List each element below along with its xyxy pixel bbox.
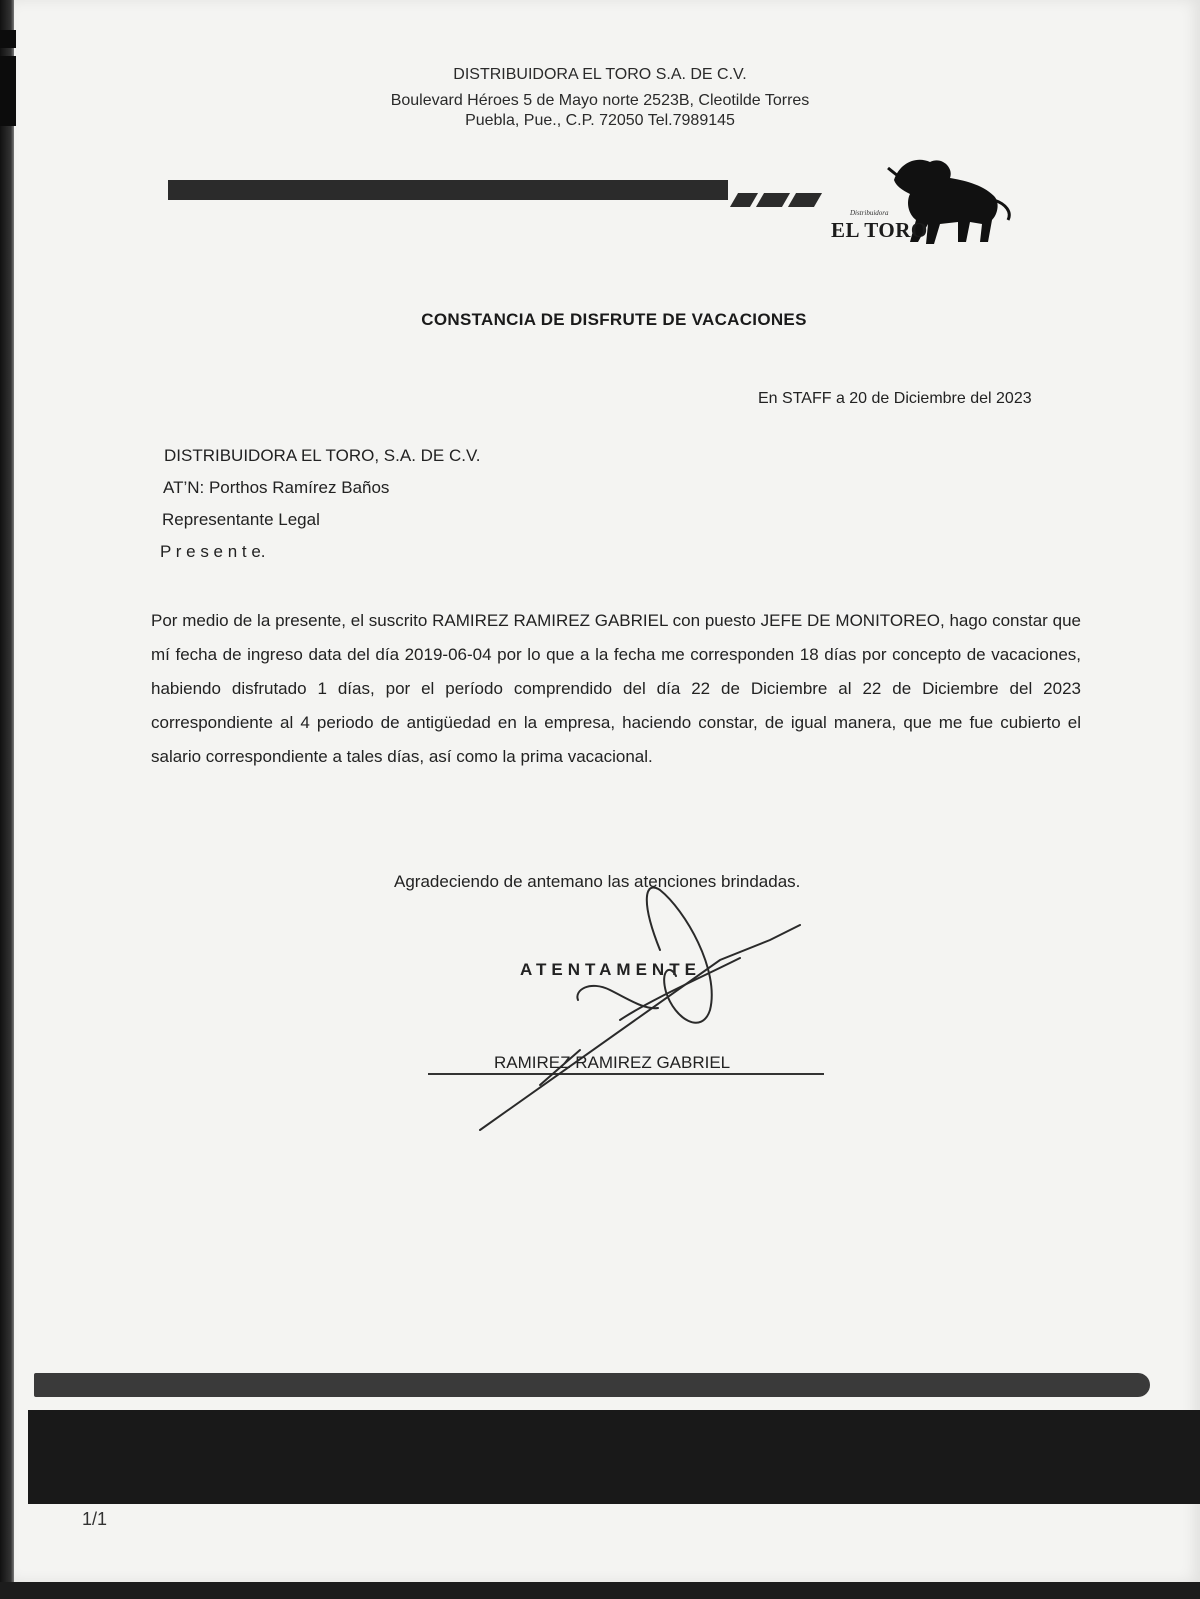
letterhead-address: Boulevard Héroes 5 de Mayo norte 2523B, Cleotilde Torres [390,92,810,109]
recipient-company: DISTRIBUIDORA EL TORO, S.A. DE C.V. [164,446,481,465]
recipient-greeting: P r e s e n t e. [160,542,266,561]
place-date: En STAFF a 20 de Diciembre del 2023 [758,390,1032,407]
recipient-attention: AT’N: Porthos Ramírez Baños [163,478,390,497]
header-bar [168,180,728,200]
logo-subtitle: Distribuidora [850,209,889,217]
closing-thanks: Agradeciendo de antemano las atenciones brindadas. [394,872,801,891]
footer-band [28,1410,1200,1504]
signer-name: RAMIREZ RAMIREZ GABRIEL [494,1053,731,1072]
background-edge [0,1582,1200,1599]
page-number: 1/1 [82,1509,108,1529]
logo-wordmark: EL TORO [831,218,928,242]
recipient-role: Representante Legal [162,510,320,529]
document-title: CONSTANCIA DE DISFRUTE DE VACACIONES [421,310,807,329]
left-edge-mark [0,30,16,48]
handwritten-signature [470,880,830,1140]
body-paragraph: Por medio de la presente, el suscrito RAMIREZ RAMIREZ GABRIEL con puesto JEFE DE MONITOREO, hago constar que mí fecha de ingreso data del día 2019-06-04 por lo que a la fecha me corresponden 18 días por concepto de vacaciones, habiendo disfrutado 1 días, por el período comprendido del día 22 de Diciembre al 22 de Diciembre del 2023 correspondiente al 4 periodo de antigüedad en la empresa, haciendo constar, de igual manera, que me fue cubierto el salario correspondiente a tales días, así como la prima vacacional. [151,611,1081,766]
sign-off: ATENTAMENTE [520,960,701,979]
footer-bar [34,1373,1150,1397]
letterhead-city-phone: Puebla, Pue., C.P. 72050 Tel.7989145 [465,112,735,129]
letterhead-company: DISTRIBUIDORA EL TORO S.A. DE C.V. [453,66,747,83]
document-page [14,0,1200,1582]
